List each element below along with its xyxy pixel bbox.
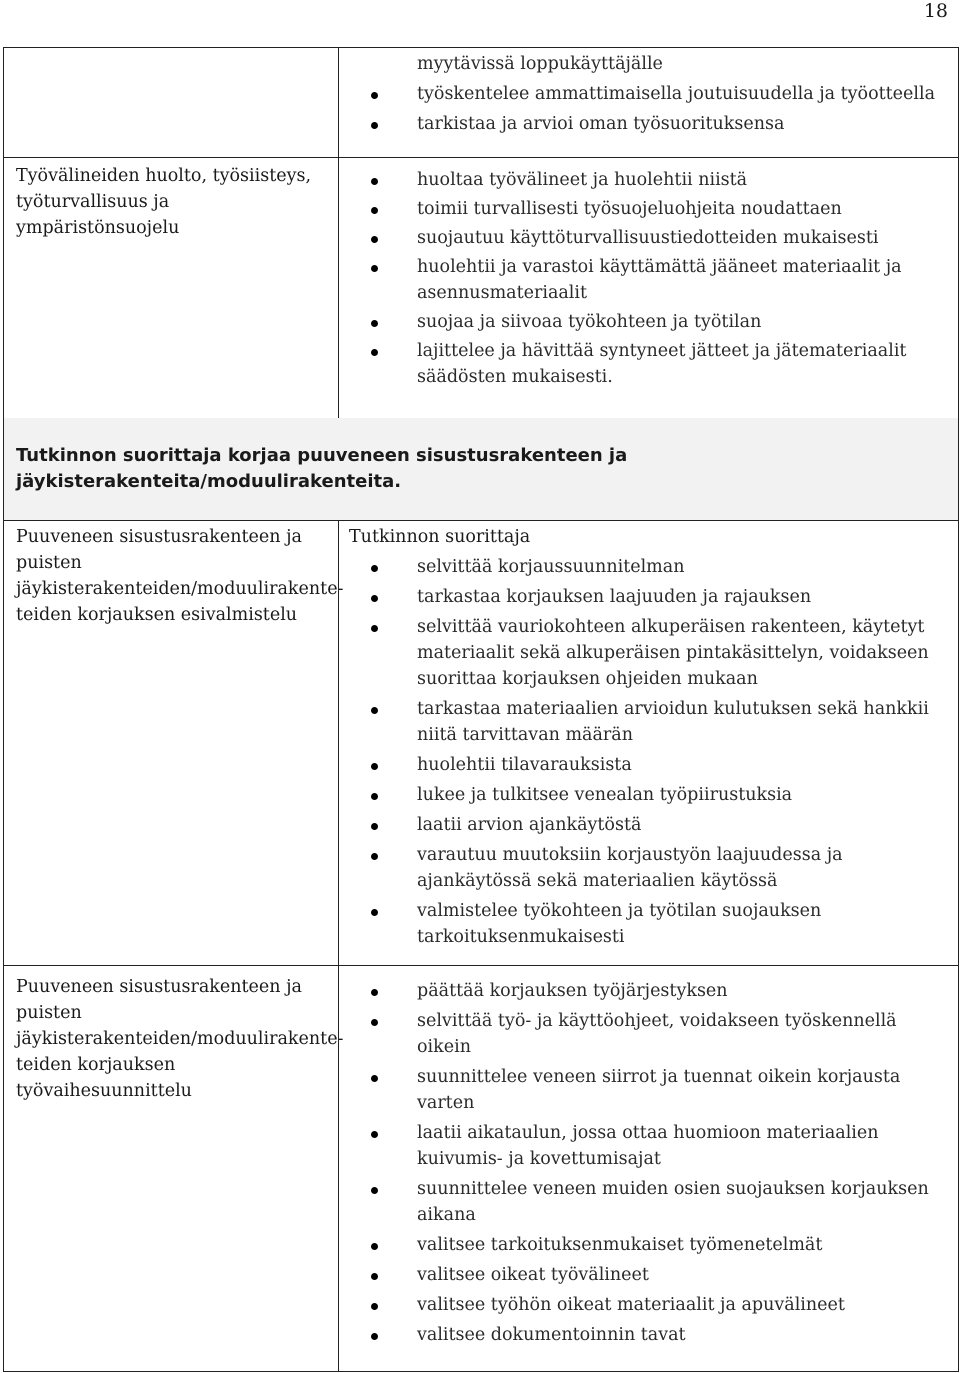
list-item: tarkastaa materiaalien arvioidun kulutuksen sekä hankkii niitä tarvittavan määrän <box>339 696 958 748</box>
list-item: varautuu muutoksiin korjaustyön laajuudessa ja ajankäytössä sekä materiaalien käytössä <box>339 842 958 894</box>
list-item: suojautuu käyttöturvallisuustiedotteiden mukaisesti <box>339 225 958 251</box>
competence-area-title: Puuveneen sisustusrakenteen ja puisten jäykisterakenteiden/moduulirakente- teiden korjauksen esivalmistelu <box>16 527 344 625</box>
bullet-icon <box>371 178 378 185</box>
bullet-icon <box>371 1303 378 1310</box>
competence-area-title: Puuveneen sisustusrakenteen ja puisten jäykisterakenteiden/moduulirakente- teiden korjauksen työvaihesuunnittelu <box>16 977 344 1101</box>
list-item: suunnittelee veneen muiden osien suojauksen korjauksen aikana <box>339 1176 958 1228</box>
bullet-icon <box>371 763 378 770</box>
row2-right-cell <box>338 157 959 419</box>
list-item: valitsee tarkoituksenmukaiset työmenetelmät <box>339 1232 958 1258</box>
list-item: selvittää vauriokohteen alkuperäisen rakenteen, käytetyt materiaalit sekä alkuperäisen pintakäsittelyn, voidakseen suorittaa korjauksen ohjeiden mukaan <box>339 614 958 692</box>
bullet-icon <box>371 1273 378 1280</box>
row1-bullet-list <box>339 81 958 137</box>
bullet-icon <box>371 1075 378 1082</box>
bullet-icon <box>371 823 378 830</box>
competence-area-title: Työvälineiden huolto, työsiisteys, työturvallisuus ja ympäristönsuojelu <box>16 166 312 238</box>
list-item: toimii turvallisesti työsuojeluohjeita noudattaen <box>339 196 958 222</box>
list-item: lukee ja tulkitsee venealan työpiirustuksia <box>339 782 958 808</box>
row1-left-cell <box>3 47 339 158</box>
bullet-icon <box>371 1243 378 1250</box>
row1-right-cell <box>338 47 959 158</box>
page-number: 18 <box>923 0 948 22</box>
row2-left-cell <box>3 157 339 419</box>
bullet-icon <box>371 1019 378 1026</box>
bullet-icon <box>371 92 378 99</box>
list-item: lajittelee ja hävittää syntyneet jätteet ja jätemateriaalit säädösten mukaisesti. <box>339 338 958 390</box>
list-item: valitsee työhön oikeat materiaalit ja apuvälineet <box>339 1292 958 1318</box>
list-item: valitsee oikeat työvälineet <box>339 1262 958 1288</box>
bullet-icon <box>371 207 378 214</box>
row3-right-cell <box>338 520 959 966</box>
bullet-icon <box>371 265 378 272</box>
bullet-icon <box>371 909 378 916</box>
bullet-icon <box>371 1131 378 1138</box>
continuation-line: myytävissä loppukäyttäjälle <box>417 54 663 74</box>
bullet-icon <box>371 122 378 129</box>
list-item: tarkastaa korjauksen laajuuden ja rajauksen <box>339 584 958 610</box>
row3-bullet-list <box>339 554 958 950</box>
bullet-icon <box>371 989 378 996</box>
bullet-icon <box>371 1333 378 1340</box>
bullet-icon <box>371 565 378 572</box>
list-item: tarkistaa ja arvioi oman työsuorituksensa <box>339 111 958 137</box>
bullet-icon <box>371 320 378 327</box>
list-item: päättää korjauksen työjärjestyksen <box>339 978 958 1004</box>
row3-left-cell <box>3 520 344 966</box>
lead-text: Tutkinnon suorittaja <box>349 527 531 547</box>
section-heading-cell <box>3 418 959 521</box>
row2-bullet-list <box>339 167 958 390</box>
list-item: huolehtii ja varastoi käyttämättä jääneet materiaalit ja asennusmateriaalit <box>339 254 958 306</box>
row4-bullet-list <box>339 978 958 1348</box>
list-item: valmistelee työkohteen ja työtilan suojauksen tarkoituksenmukaisesti <box>339 898 958 950</box>
list-item: huoltaa työvälineet ja huolehtii niistä <box>339 167 958 193</box>
list-item: selvittää työ- ja käyttöohjeet, voidakseen työskennellä oikein <box>339 1008 958 1060</box>
bullet-icon <box>371 853 378 860</box>
bullet-icon <box>371 1187 378 1194</box>
bullet-icon <box>371 236 378 243</box>
list-item: suunnittelee veneen siirrot ja tuennat oikein korjausta varten <box>339 1064 958 1116</box>
list-item: selvittää korjaussuunnitelman <box>339 554 958 580</box>
row4-right-cell <box>338 965 959 1372</box>
list-item: laatii arvion ajankäytöstä <box>339 812 958 838</box>
list-item: työskentelee ammattimaisella joutuisuudella ja työotteella <box>339 81 958 107</box>
bullet-icon <box>371 595 378 602</box>
list-item: valitsee dokumentoinnin tavat <box>339 1322 958 1348</box>
row4-left-cell <box>3 965 344 1372</box>
list-item: huolehtii tilavarauksista <box>339 752 958 778</box>
bullet-icon <box>371 707 378 714</box>
list-item: suojaa ja siivoaa työkohteen ja työtilan <box>339 309 958 335</box>
bullet-icon <box>371 625 378 632</box>
bullet-icon <box>371 793 378 800</box>
list-item: laatii aikataulun, jossa ottaa huomioon materiaalien kuivumis- ja kovettumisajat <box>339 1120 958 1172</box>
section-heading: Tutkinnon suorittaja korjaa puuveneen sisustusrakenteen ja jäykisterakenteita/moduulirakenteita. <box>16 445 628 492</box>
bullet-icon <box>371 349 378 356</box>
